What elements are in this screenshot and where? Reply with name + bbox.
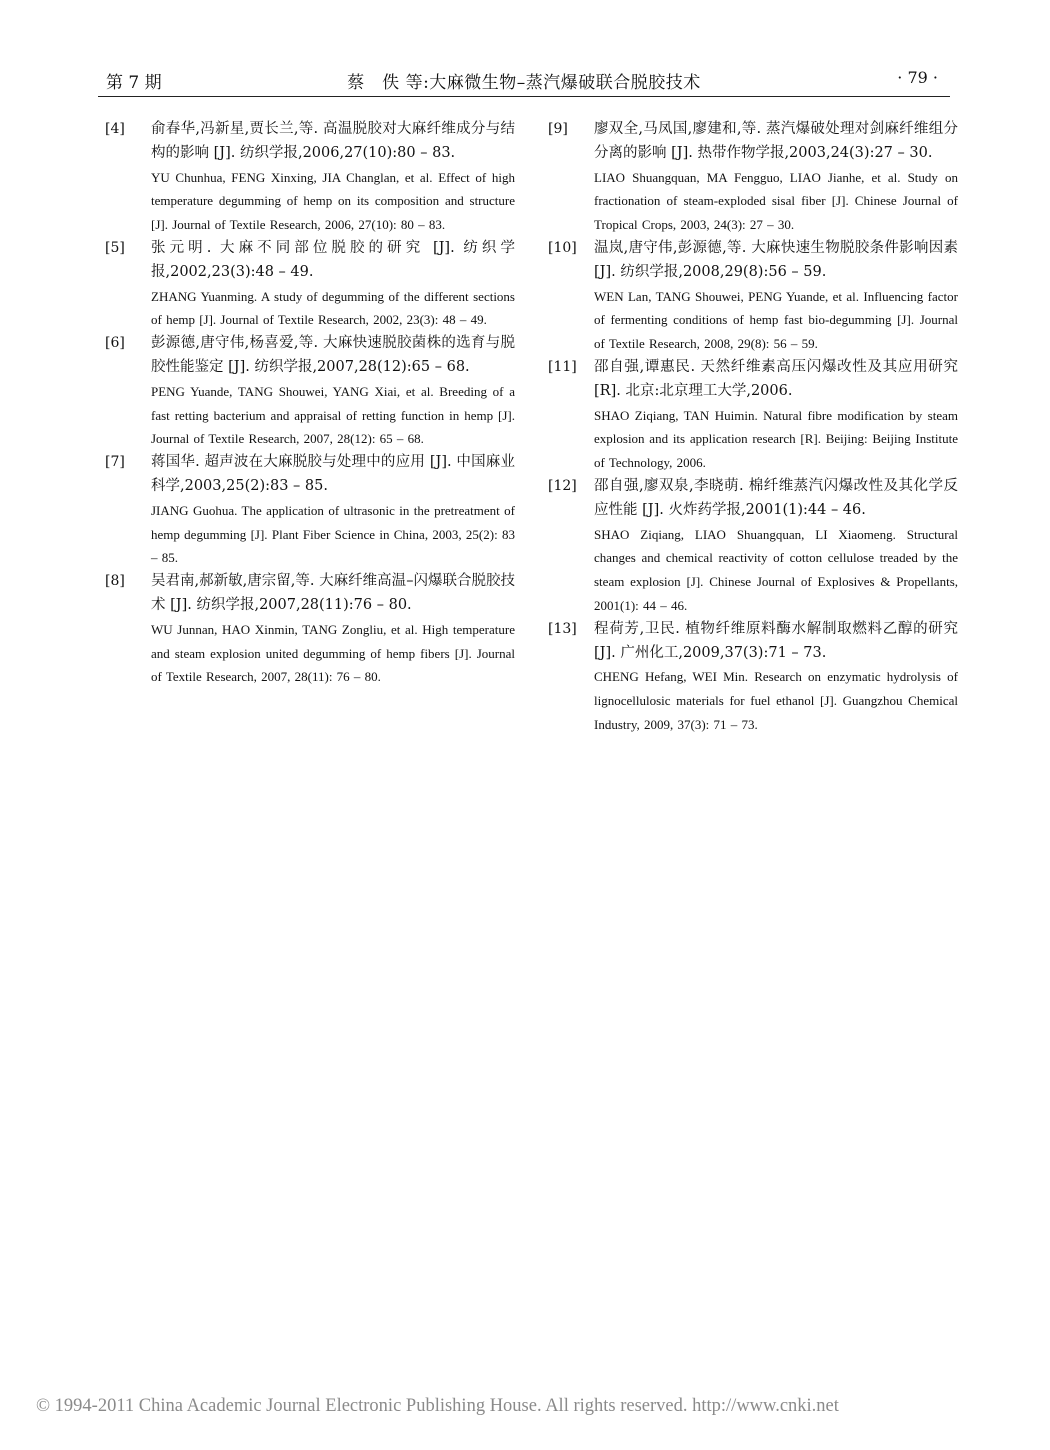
reference-english: SHAO Ziqiang, TAN Huimin. Natural fibre modification by steam explosion and its application research [R]. Beijing: Beijing Institute of Technology, 2006.: [594, 407, 958, 471]
reference-english: CHENG Hefang, WEI Min. Research on enzymatic hydrolysis of lignocellulosic materials for fuel ethanol [J]. Guangzhou Chemical Industry, 2009, 37(3): 71 – 73.: [594, 669, 958, 732]
reference-item: [548, 475, 958, 618]
reference-number: [9]: [548, 121, 568, 137]
reference-item: [548, 356, 958, 475]
reference-english: LIAO Shuangquan, MA Fengguo, LIAO Jianhe, et al. Study on fractionation of steam-exploded sisal fiber [J]. Chinese Journal of Tropical Crops, 2003, 24(3): 27 – 30.: [594, 169, 958, 233]
reference-item: [105, 237, 515, 332]
copyright-footer: © 1994-2011 China Academic Journal Electronic Publishing House. All rights reserved. http://www.cnki.net: [36, 1396, 839, 1416]
reference-number: [10]: [548, 239, 577, 256]
reference-english: JIANG Guohua. The application of ultrasonic in the pretreatment of hemp degumming [J]. Plant Fiber Science in China, 2003, 25(2): 83 – 85.: [151, 502, 515, 566]
header-rule: [98, 96, 950, 97]
reference-number: [4]: [105, 121, 125, 137]
references-right-column: [548, 118, 958, 737]
issue-label: 第 7 期: [106, 73, 162, 93]
reference-item: [105, 570, 515, 689]
references-left-column: [105, 118, 515, 689]
reference-chinese: 蒋国华. 超声波在大麻脱胶与处理中的应用 [J]. 中国麻业科学,2003,25(2):83 – 85.: [151, 454, 515, 494]
reference-chinese: 廖双全,马凤国,廖建和,等. 蒸汽爆破处理对剑麻纤维组分分离的影响 [J]. 热带作物学报,2003,24(3):27 – 30.: [594, 121, 958, 161]
reference-item: [105, 332, 515, 451]
reference-chinese: 俞春华,冯新星,贾长兰,等. 高温脱胶对大麻纤维成分与结构的影响 [J]. 纺织学报,2006,27(10):80 – 83.: [151, 121, 515, 161]
reference-chinese: 邵自强,谭惠民. 天然纤维素高压闪爆改性及其应用研究 [R]. 北京:北京理工大学,2006.: [594, 358, 958, 399]
reference-english: WEN Lan, TANG Shouwei, PENG Yuande, et al. Influencing factor of fermenting conditions of hemp fast bio-degumming [J]. Journal of Textile Research, 2008, 29(8): 56 – 59.: [594, 288, 958, 352]
reference-chinese: 邵自强,廖双泉,李晓萌. 棉纤维蒸汽闪爆改性及其化学反应性能 [J]. 火炸药学报,2001(1):44 – 46.: [594, 477, 958, 518]
reference-item: [548, 118, 958, 237]
reference-number: [12]: [548, 477, 577, 494]
reference-number: [7]: [105, 454, 125, 471]
reference-english: PENG Yuande, TANG Shouwei, YANG Xiai, et al. Breeding of a fast retting bacterium and appraisal of retting function in hemp [J]. Journal of Textile Research, 2007, 28(12): 65 – 68.: [151, 383, 515, 447]
reference-item: [105, 451, 515, 570]
reference-item: [105, 118, 515, 237]
page-number: · 79 ·: [897, 68, 938, 87]
reference-number: [6]: [105, 335, 125, 352]
running-title: 蔡 佚 等:大麻微生物–蒸汽爆破联合脱胶技术: [347, 73, 701, 93]
reference-chinese: 吴君南,郝新敏,唐宗留,等. 大麻纤维高温–闪爆联合脱胶技术 [J]. 纺织学报,2007,28(11):76 – 80.: [151, 573, 515, 613]
reference-number: [13]: [548, 620, 577, 637]
reference-item: [548, 237, 958, 356]
reference-number: [11]: [548, 358, 577, 375]
running-header: [98, 68, 950, 94]
reference-chinese: 温岚,唐守伟,彭源德,等. 大麻快速生物脱胶条件影响因素 [J]. 纺织学报,2008,29(8):56 – 59.: [594, 239, 958, 280]
reference-item: [548, 618, 958, 737]
reference-number: [8]: [105, 573, 125, 590]
reference-english: SHAO Ziqiang, LIAO Shuangquan, LI Xiaomeng. Structural changes and chemical reactivity of cotton cellulose treaded by the steam explosion [J]. Chinese Journal of Explosives & Propellants, 2001(1): 44 – 46.: [594, 526, 958, 613]
reference-chinese: 张元明. 大麻不同部位脱胶的研究 [J]. 纺织学报,2002,23(3):48 – 49.: [151, 239, 515, 280]
reference-english: YU Chunhua, FENG Xinxing, JIA Changlan, et al. Effect of high temperature degumming of hemp on its composition and structure [J]. Journal of Textile Research, 2006, 27(10): 80 – 83.: [151, 169, 515, 233]
reference-english: ZHANG Yuanming. A study of degumming of the different sections of hemp [J]. Journal of Textile Research, 2002, 23(3): 48 – 49.: [151, 288, 515, 328]
reference-chinese: 程荷芳,卫民. 植物纤维原料酶水解制取燃料乙醇的研究 [J]. 广州化工,2009,37(3):71 – 73.: [594, 620, 958, 661]
reference-english: WU Junnan, HAO Xinmin, TANG Zongliu, et al. High temperature and steam explosion united degumming of hemp fibers [J]. Journal of Textile Research, 2007, 28(11): 76 – 80.: [151, 621, 515, 685]
reference-number: [5]: [105, 239, 125, 256]
reference-chinese: 彭源德,唐守伟,杨喜爱,等. 大麻快速脱胶菌株的选育与脱胶性能鉴定 [J]. 纺织学报,2007,28(12):65 – 68.: [151, 335, 515, 375]
